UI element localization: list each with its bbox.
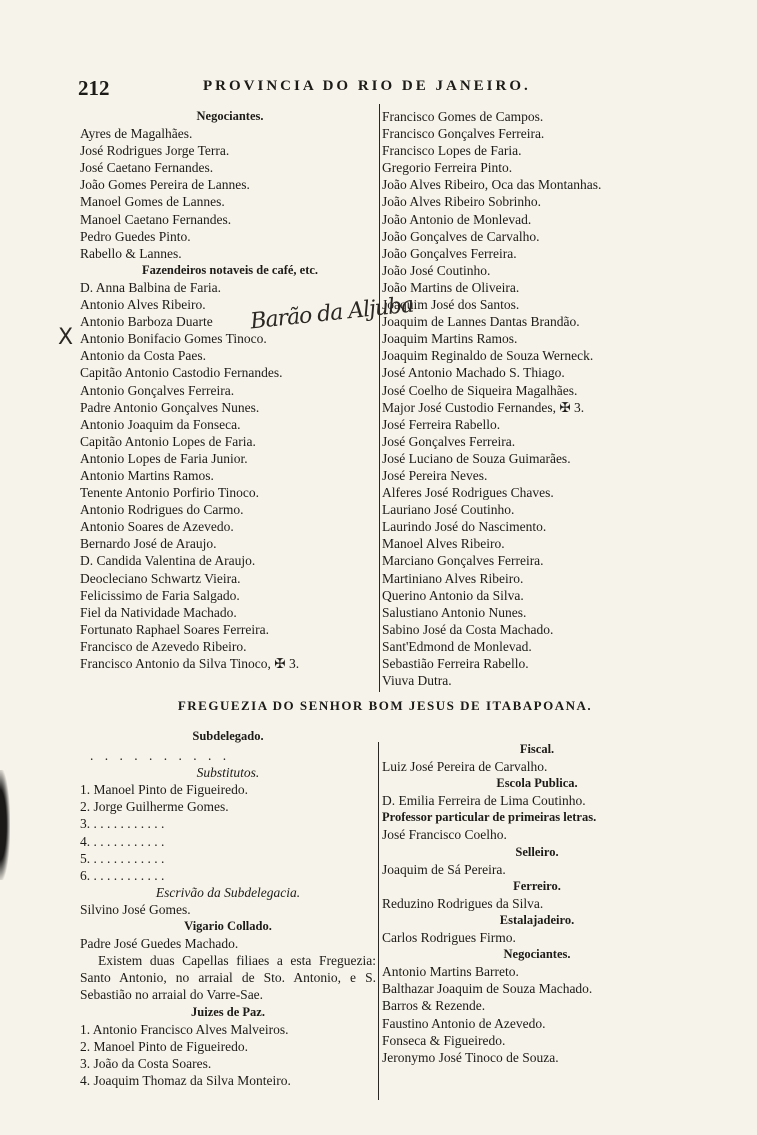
list-item: João Gomes Pereira de Lannes. (80, 177, 250, 193)
juizes-list (80, 1021, 376, 1089)
list-item: Tenente Antonio Porfirio Tinoco. (80, 485, 260, 501)
list-item: Padre Antonio Gonçalves Nunes. (80, 399, 260, 415)
estalajadeiro-heading: Estalajadeiro. (499, 912, 575, 927)
list-item: Antonio Barboza Duarte (80, 314, 213, 330)
list-item: Felicissimo de Faria Salgado. (80, 587, 240, 603)
list-item: João Gonçalves Ferreira. (382, 245, 517, 261)
list-item: Manoel Alves Ribeiro. (382, 536, 505, 552)
negociante-item: Antonio Martins Barreto. (382, 964, 519, 980)
list-item: Sant'Edmond de Monlevad. (382, 638, 532, 654)
list-item: José Luciano de Souza Guimarães. (382, 450, 571, 466)
escrivao-heading: Escrivão da Subdelegacia. (155, 884, 301, 900)
list-item: Rabello & Lannes. (80, 245, 182, 261)
negociante-item: Jeronymo José Tinoco de Souza. (382, 1049, 559, 1065)
list-item: Gregorio Ferreira Pinto. (382, 160, 513, 176)
handwritten-annotation: Barão da Aljuba (249, 292, 415, 335)
list-item: Martiniano Alves Ribeiro. (382, 570, 524, 586)
list-item: Antonio Soares de Azevedo. (80, 519, 234, 535)
vigario-heading: Vigario Collado. (184, 919, 272, 934)
list-item: Alferes José Rodrigues Chaves. (382, 485, 554, 501)
list-item: José Ferreira Rabello. (382, 416, 501, 432)
list-item: Joaquim de Lannes Dantas Brandão. (382, 314, 580, 330)
list-item: João José Coutinho. (382, 262, 491, 278)
list-item: Laurindo José do Nascimento. (382, 519, 547, 535)
list-item: Major José Custodio Fernandes, ✠ 3. (382, 399, 585, 415)
juiz-item: 3. João da Costa Soares. (80, 1055, 212, 1071)
list-item: João Alves Ribeiro Sobrinho. (382, 194, 541, 210)
selleiro-heading: Selleiro. (515, 844, 559, 859)
top-left-column (80, 108, 380, 672)
list-item: José Coelho de Siqueira Magalhães. (382, 382, 578, 398)
capellas-paragraph: Existem duas Capellas filiaes a esta Freguezia: Santo Antonio, no arraial de Sto. Antonio, e S. Sebastião no arraial do Varre-Sae. (80, 953, 376, 1003)
list-item: João Alves Ribeiro, Oca das Montanhas. (382, 177, 602, 193)
juiz-item: 4. Joaquim Thomaz da Silva Monteiro. (80, 1072, 291, 1088)
list-item: Sabino José da Costa Machado. (382, 621, 554, 637)
top-right-column (382, 108, 682, 689)
list-item: Antonio Martins Ramos. (80, 467, 214, 483)
escrivao-name: Silvino José Gomes. (80, 901, 191, 917)
negociante-item: Barros & Rezende. (382, 998, 486, 1014)
list-item: Antonio Bonifacio Gomes Tinoco. (80, 331, 267, 347)
subdelegado-heading: Subdelegado. (192, 729, 264, 743)
vigario-name: Padre José Guedes Machado. (80, 936, 239, 952)
escola-heading: Escola Publica. (496, 776, 578, 791)
section-title: FREGUEZIA DO SENHOR BOM JESUS DE ITABAPOANA. (177, 698, 593, 713)
list-heading: Negociantes. (196, 109, 264, 123)
list-item: Francisco Antonio da Silva Tinoco, ✠ 3. (80, 656, 300, 671)
list-item: José Caetano Fernandes. (80, 160, 214, 176)
substitutos-list (80, 781, 376, 884)
list-item: Ayres de Magalhães. (80, 126, 193, 142)
handwritten-x-mark: X (58, 325, 74, 350)
list-item: Antonio Alves Ribeiro. (80, 297, 206, 313)
page-header (78, 76, 583, 100)
list-item: Manoel Gomes de Lannes. (80, 194, 225, 210)
juizes-heading: Juizes de Paz. (191, 1004, 265, 1019)
juiz-item: 1. Antonio Francisco Alves Malveiros. (80, 1021, 289, 1037)
list-item: João Antonio de Monlevad. (382, 211, 532, 227)
list-item: Querino Antonio da Silva. (382, 587, 524, 603)
selleiro-name: Joaquim de Sá Pereira. (382, 861, 506, 877)
list-item: Antonio Joaquim da Fonseca. (80, 416, 241, 432)
list-item: José Antonio Machado S. Thiago. (382, 365, 565, 381)
estalajadeiro-name: Carlos Rodrigues Firmo. (382, 930, 516, 946)
professor-heading: Professor particular de primeiras letras. (382, 810, 597, 825)
bottom-left-column (80, 728, 376, 1089)
list-item: Deocleciano Schwartz Vieira. (80, 570, 241, 586)
running-title: PROVINCIA DO RIO DE JANEIRO. (203, 78, 531, 94)
fiscal-heading: Fiscal. (519, 742, 555, 756)
list-item: João Martins de Oliveira. (382, 279, 520, 295)
list-item: Bernardo José de Araujo. (80, 536, 217, 552)
ferreiro-heading: Ferreiro. (513, 878, 561, 893)
list-heading: Fazendeiros notaveis de café, etc. (141, 262, 319, 277)
list-item: José Pereira Neves. (382, 467, 488, 483)
substituto-item: 4. . . . . . . . . . . . (80, 833, 165, 849)
list-item: Manoel Caetano Fernandes. (80, 211, 232, 227)
list-item: Joaquim Martins Ramos. (382, 331, 518, 347)
negociante-item: Fonseca & Figueiredo. (382, 1032, 506, 1048)
substituto-item: 5. . . . . . . . . . . . (80, 850, 165, 866)
bottom-right-column (382, 741, 692, 1066)
substituto-item: 2. Jorge Guilherme Gomes. (80, 799, 229, 815)
negociante-item: Faustino Antonio de Azevedo. (382, 1015, 546, 1031)
list-item: Antonio Gonçalves Ferreira. (80, 382, 235, 398)
list-item: Francisco Gonçalves Ferreira. (382, 126, 545, 142)
substituto-item: 1. Manoel Pinto de Figueiredo. (80, 782, 248, 798)
list-item: Fortunato Raphael Soares Ferreira. (80, 621, 269, 637)
list-item: Lauriano José Coutinho. (382, 502, 515, 518)
list-item: Francisco Lopes de Faria. (382, 143, 522, 159)
juiz-item: 2. Manoel Pinto de Figueiredo. (80, 1038, 248, 1054)
subdelegado-placeholder: . . . . . . . . . . (90, 748, 231, 764)
negociantes-list (382, 963, 692, 1066)
list-item: Joaquim Reginaldo de Souza Werneck. (382, 348, 594, 364)
escola-name: D. Emilia Ferreira de Lima Coutinho. (382, 793, 586, 809)
fiscal-name: Luiz José Pereira de Carvalho. (382, 759, 548, 775)
list-item: Pedro Guedes Pinto. (80, 228, 191, 244)
negociantes-heading: Negociantes. (503, 947, 571, 962)
professor-name: José Francisco Coelho. (382, 827, 507, 843)
list-item: Francisco Gomes de Campos. (382, 109, 544, 124)
substituto-item: 6. . . . . . . . . . . . (80, 867, 165, 883)
list-item: D. Anna Balbina de Faria. (80, 279, 221, 295)
list-item: Marciano Gonçalves Ferreira. (382, 553, 544, 569)
substitutos-heading: Substitutos. (196, 765, 260, 781)
list-item: Sebastião Ferreira Rabello. (382, 656, 529, 671)
list-item: Capitão Antonio Castodio Fernandes. (80, 365, 283, 381)
list-item: José Rodrigues Jorge Terra. (80, 143, 230, 159)
list-item: Capitão Antonio Lopes de Faria. (80, 433, 256, 449)
list-item: Joaquim José dos Santos. (382, 297, 520, 313)
list-item: Antonio Lopes de Faria Junior. (80, 450, 248, 466)
list-item: Viuva Dutra. (382, 673, 452, 689)
list-item: Antonio Rodrigues do Carmo. (80, 502, 244, 518)
list-item: Fiel da Natividade Machado. (80, 604, 237, 620)
substituto-item: 3. . . . . . . . . . . . (80, 816, 165, 832)
page-number: 212 (78, 76, 110, 100)
column-divider-bottom (378, 742, 379, 1100)
ferreiro-name: Reduzino Rodrigues da Silva. (382, 895, 544, 911)
list-item: Salustiano Antonio Nunes. (382, 604, 527, 620)
list-item: Antonio da Costa Paes. (80, 348, 206, 364)
negociante-item: Balthazar Joaquim de Souza Machado. (382, 981, 593, 997)
list-item: João Gonçalves de Carvalho. (382, 228, 540, 244)
list-item: José Gonçalves Ferreira. (382, 433, 516, 449)
list-item: Francisco de Azevedo Ribeiro. (80, 638, 247, 654)
binding-shadow (0, 770, 10, 880)
list-item: D. Candida Valentina de Araujo. (80, 553, 256, 569)
